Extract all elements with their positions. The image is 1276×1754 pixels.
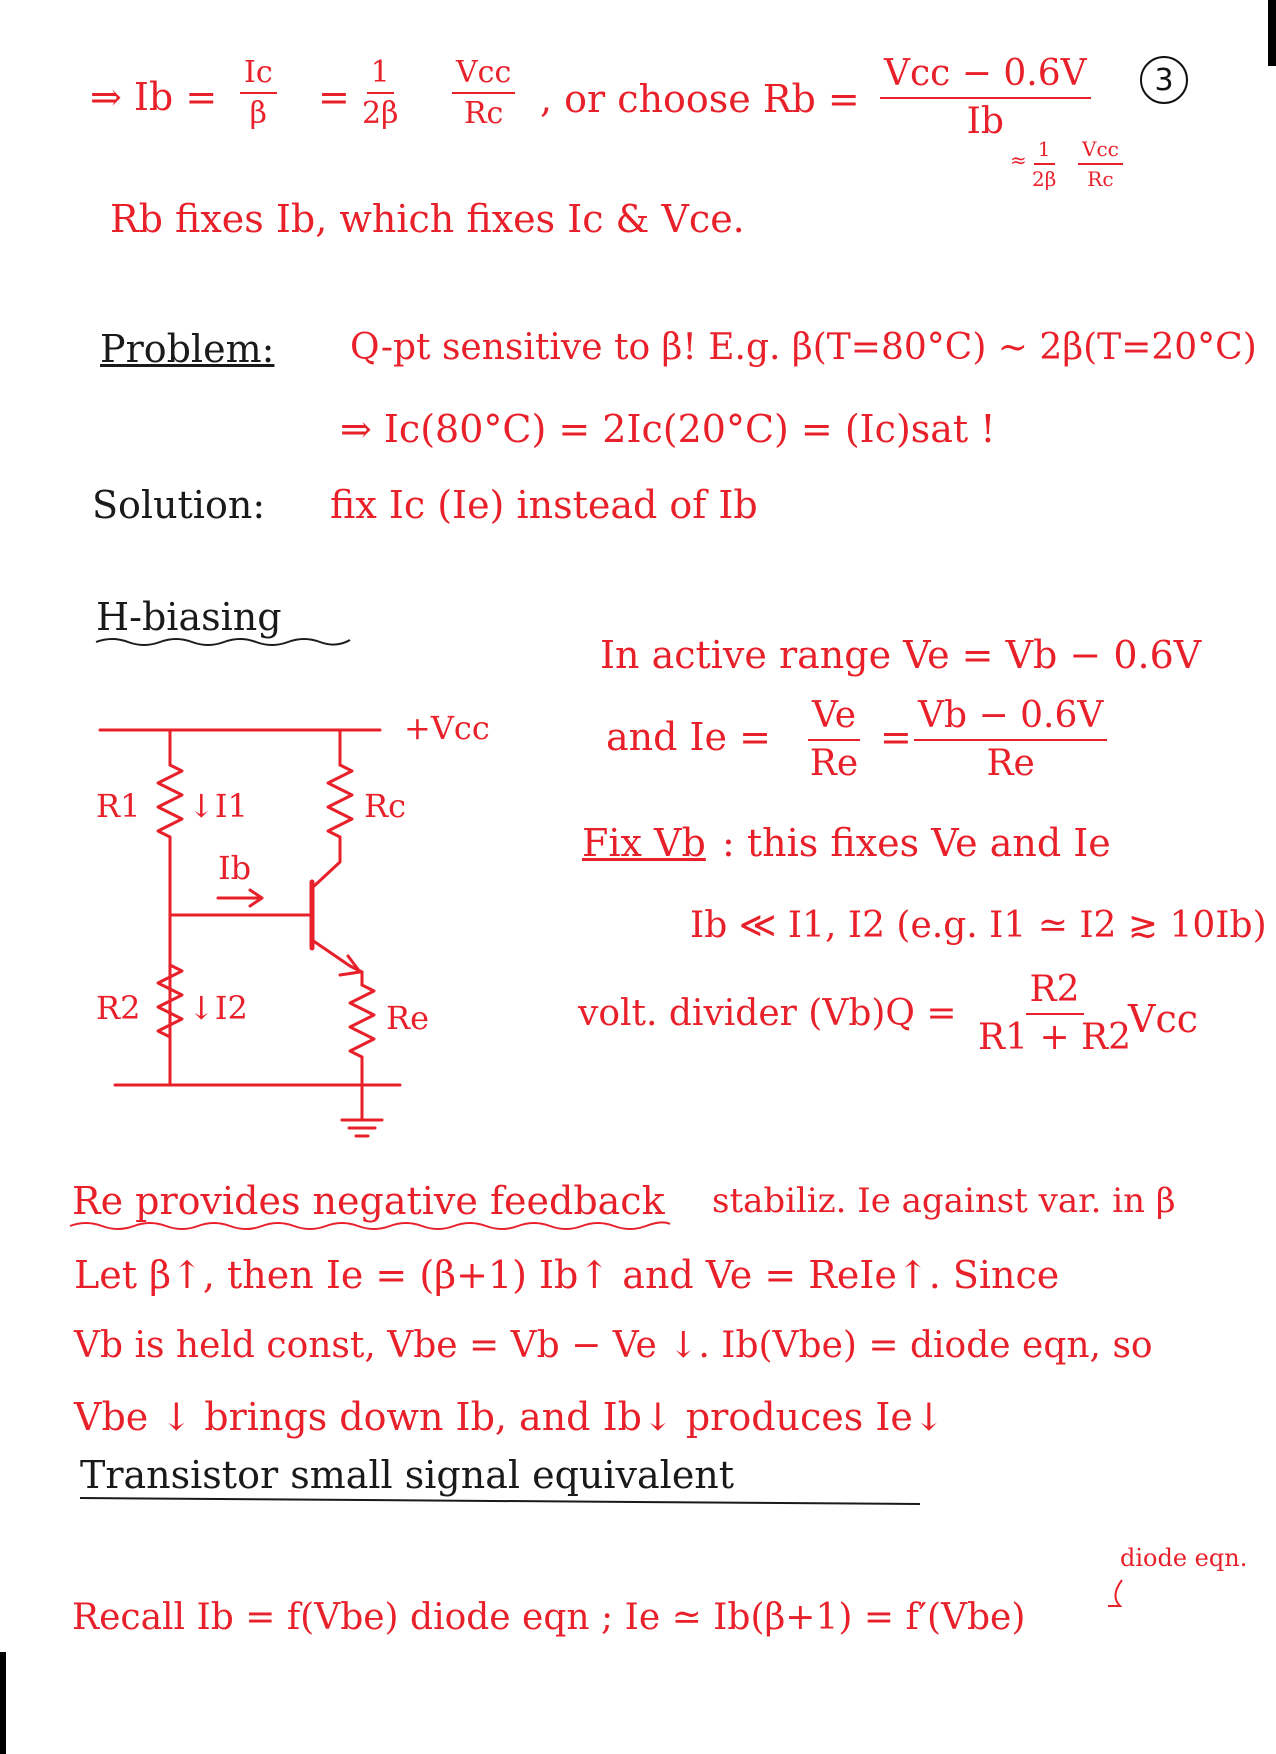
rb-note-frac-2 bbox=[1078, 138, 1123, 190]
fraction-vb-minus-06-over-re bbox=[914, 696, 1107, 783]
frac-den: Re bbox=[809, 742, 859, 784]
frac-den: Re bbox=[986, 742, 1035, 784]
ib-eq-prefix: ⇒ Ib = bbox=[90, 75, 218, 119]
problem-line2: ⇒ Ic(80°C) = 2Ic(20°C) = (Ic)sat ! bbox=[340, 407, 996, 451]
r2-resistor bbox=[158, 965, 182, 1037]
page-number-badge bbox=[1140, 56, 1188, 104]
active-range-line: In active range Ve = Vb − 0.6V bbox=[600, 633, 1202, 677]
frac-num: Ic bbox=[240, 56, 277, 94]
fix-vb-label: Fix Vb bbox=[582, 821, 706, 865]
frac-den: 2β bbox=[362, 96, 399, 131]
re-label: Re bbox=[386, 999, 430, 1037]
frac-den: Rc bbox=[1087, 167, 1114, 191]
recall-line: Recall Ib = f(Vbe) diode eqn ; Ie ≃ Ib(β+1) = f′(Vbe) bbox=[72, 1597, 1026, 1638]
frac-num: Vcc bbox=[1078, 138, 1123, 165]
frac-num: Vcc − 0.6V bbox=[880, 54, 1091, 99]
ib-condition: Ib ≪ I1, I2 (e.g. I1 ≃ I2 ≳ 10Ib) bbox=[690, 905, 1267, 946]
rb-note-approx: ≈ bbox=[1010, 148, 1027, 172]
fraction-ve-over-re bbox=[808, 696, 860, 783]
emitter-arrow bbox=[340, 956, 360, 975]
r1-resistor bbox=[158, 765, 182, 837]
r2-label: R2 bbox=[96, 989, 141, 1027]
frac-num: R2 bbox=[1026, 970, 1084, 1015]
r1-label: R1 bbox=[96, 787, 141, 825]
h-biasing-squiggle bbox=[96, 639, 350, 645]
ib-label: Ib bbox=[218, 849, 252, 887]
collector-lead bbox=[312, 837, 340, 888]
feedback-heading: Re provides negative feedback bbox=[72, 1179, 665, 1223]
frac-num: Vcc bbox=[452, 56, 515, 94]
problem-text: Q-pt sensitive to β! E.g. β(T=80°C) ~ 2β(T=20°C) bbox=[350, 327, 1257, 368]
scan-edge-mark-right bbox=[1268, 0, 1276, 66]
volt-divider-prefix: volt. divider (Vb)Q = bbox=[578, 993, 957, 1034]
frac-den: β bbox=[249, 96, 267, 131]
equals-sign: = bbox=[318, 75, 350, 119]
feedback-line4: Vbe ↓ brings down Ib, and Ib↓ produces Ie↓ bbox=[74, 1395, 945, 1439]
frac-num: 1 bbox=[1034, 138, 1055, 165]
fraction-rb bbox=[880, 54, 1091, 141]
fraction-one-over-2beta bbox=[362, 56, 398, 130]
page-number: 3 bbox=[1154, 62, 1174, 98]
frac-den: Ib bbox=[966, 100, 1004, 142]
rb-fixes-line: Rb fixes Ib, which fixes Ic & Vce. bbox=[110, 197, 745, 241]
feedback-squiggle bbox=[70, 1222, 670, 1229]
fraction-r2-over-r1r2 bbox=[978, 970, 1131, 1057]
small-signal-underline bbox=[80, 1498, 920, 1504]
frac-den: 2β bbox=[1032, 167, 1057, 191]
solution-label: Solution: bbox=[92, 483, 266, 527]
re-resistor bbox=[350, 985, 374, 1057]
frac-den: Rc bbox=[463, 96, 504, 131]
vcc-label: +Vcc bbox=[404, 709, 490, 747]
feedback-line1-rest: stabiliz. Ie against var. in β bbox=[712, 1181, 1176, 1221]
rb-note-frac-1 bbox=[1032, 138, 1056, 190]
or-choose-rb: , or choose Rb = bbox=[540, 77, 860, 121]
diode-note-arrow bbox=[1108, 1580, 1122, 1606]
i1-label: ↓I1 bbox=[188, 787, 248, 825]
small-signal-heading: Transistor small signal equivalent bbox=[80, 1453, 735, 1497]
equals-sign-2: = bbox=[880, 715, 912, 759]
ground-symbol bbox=[342, 1120, 382, 1136]
fraction-vcc-over-rc bbox=[452, 56, 515, 130]
fix-vb-text: : this fixes Ve and Ie bbox=[722, 821, 1111, 865]
ib-arrow bbox=[218, 890, 262, 906]
feedback-line3: Vb is held const, Vbe = Vb − Ve ↓. Ib(Vbe) = diode eqn, so bbox=[74, 1325, 1153, 1366]
divider-vcc: Vcc bbox=[1128, 997, 1199, 1041]
frac-num: Ve bbox=[808, 696, 860, 741]
feedback-line2: Let β↑, then Ie = (β+1) Ib↑ and Ve = ReIe↑. Since bbox=[74, 1253, 1060, 1297]
h-biasing-heading: H-biasing bbox=[96, 595, 282, 639]
frac-num: Vb − 0.6V bbox=[914, 696, 1107, 741]
and-ie-prefix: and Ie = bbox=[606, 715, 771, 759]
solution-text: fix Ic (Ie) instead of Ib bbox=[330, 483, 758, 527]
frac-num: 1 bbox=[367, 56, 394, 94]
emitter-lead bbox=[312, 940, 362, 972]
i2-label: ↓I2 bbox=[188, 989, 248, 1027]
fraction-ic-over-beta bbox=[240, 56, 277, 130]
diode-eqn-note: diode eqn. bbox=[1120, 1544, 1248, 1572]
rc-resistor bbox=[328, 765, 352, 837]
rc-label: Rc bbox=[364, 787, 407, 825]
frac-den: R1 + R2 bbox=[978, 1016, 1132, 1058]
scan-edge-mark-left bbox=[0, 1652, 6, 1754]
problem-label: Problem: bbox=[100, 327, 275, 371]
